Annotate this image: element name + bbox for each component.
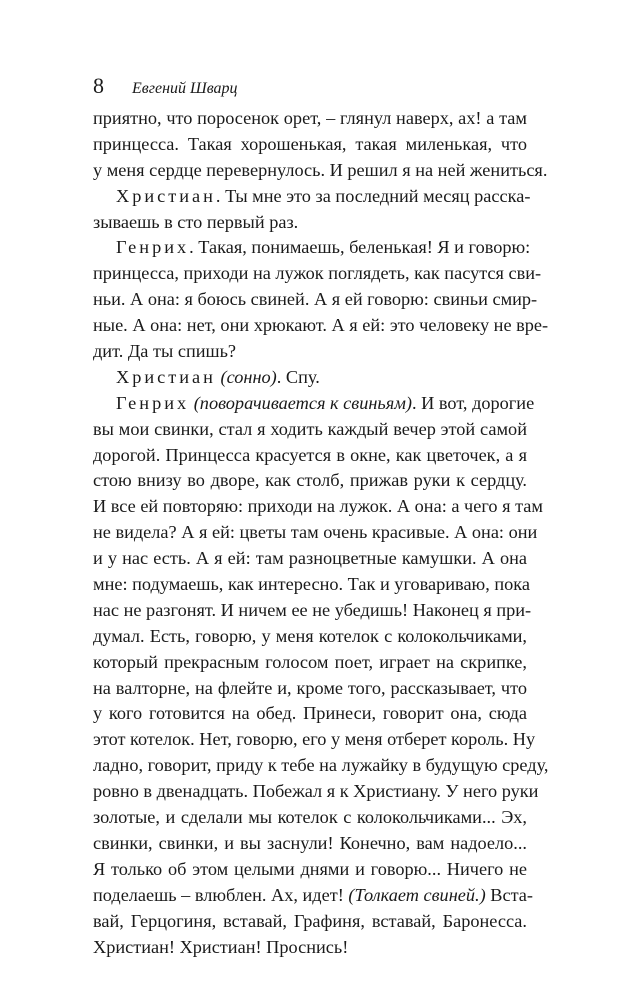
text-segment: зываешь в сто первый раз. (93, 211, 299, 232)
text-segment: стою внизу во дворе, как столб, прижав руки к сердцу. (93, 470, 527, 491)
text-segment: нас не разгонят. И ничем ее не убедишь! Наконец я при- (93, 599, 532, 620)
text-segment: дит. Да ты спишь? (93, 341, 237, 362)
text-segment: принцесса, приходи на лужок поглядеть, как пасутся сви- (93, 263, 542, 284)
stage-direction: (сонно) (220, 366, 277, 387)
text-segment: принцесса. Такая хорошенькая, такая миленькая, что (93, 133, 527, 154)
speaker-name: Генрих (116, 237, 190, 258)
text-segment: у меня сердце перевернулось. И решил я на ней жениться. (93, 159, 548, 180)
text-segment: не видела? А я ей: цветы там очень красивые. А она: они (93, 522, 538, 543)
text-line (93, 365, 527, 391)
text-line (93, 779, 539, 805)
text-segment: . Такая, понимаешь, беленькая! Я и говорю: (189, 237, 531, 258)
text-segment: вы мои свинки, стал я ходить каждый вечер этой самой (93, 418, 527, 439)
text-line (93, 805, 527, 831)
stage-direction: (поворачивается к свиньям) (193, 392, 412, 413)
text-line (93, 235, 531, 261)
text-line (93, 494, 543, 520)
text-segment: дорогой. Принцесса красуется в окне, как цветочек, а я (93, 444, 527, 465)
text-line (93, 210, 527, 236)
text-line (93, 520, 538, 546)
text-segment: И все ей повторяю: приходи на лужок. А она: а чего я там (93, 496, 543, 517)
text-segment: золотые, и сделали мы котелок с колокольчиками... Эх, (93, 807, 527, 828)
text-segment: на валторне, на флейте и, кроме того, рассказывает, что (93, 677, 527, 698)
text-line (93, 313, 549, 339)
text-line (93, 935, 527, 961)
text-line (93, 831, 527, 857)
text-line (93, 132, 527, 158)
running-title: Евгений Шварц (132, 80, 238, 97)
text-line (93, 391, 535, 417)
speaker-name: Христиан (116, 366, 216, 387)
text-line (93, 701, 527, 727)
text-segment: ньи. А она: я боюсь свиней. А я ей говорю: свиньи смир- (93, 289, 538, 310)
text-line (93, 261, 542, 287)
text-line (93, 546, 527, 572)
text-line (93, 727, 536, 753)
page-header (93, 72, 238, 100)
text-segment: свинки, свинки, и вы заснули! Конечно, вам надоело... (93, 832, 527, 853)
text-line (93, 417, 527, 443)
text-segment: поделаешь – влюблен. Ах, идет! (93, 884, 349, 905)
text-segment: у кого готовится на обед. Принеси, говорит она, сюда (93, 703, 527, 724)
text-line (93, 753, 549, 779)
text-segment: . Ты мне это за последний месяц расска- (215, 185, 531, 206)
text-segment: этот котелок. Нет, говорю, его у меня отберет король. Ну (93, 729, 536, 750)
speaker-name: Генрих (116, 392, 190, 413)
body-text (93, 106, 549, 960)
text-line (93, 624, 527, 650)
text-line (93, 572, 530, 598)
text-segment: мне: подумаешь, как интересно. Так и уговариваю, пока (93, 574, 530, 595)
text-line (93, 857, 527, 883)
text-segment: ладно, говорит, приду к тебе на лужайку в будущую среду, (93, 755, 549, 776)
text-segment: вай, Герцогиня, вставай, Графиня, вставай, Баронесса. (93, 910, 527, 931)
text-segment: и у нас есть. А я ей: там разноцветные камушки. А она (93, 548, 527, 569)
text-line (93, 598, 532, 624)
text-line (93, 468, 527, 494)
text-segment: Христиан! Христиан! Проснись! (93, 936, 349, 957)
page-number: 8 (93, 73, 104, 98)
text-line (93, 443, 527, 469)
text-segment: думал. Есть, говорю, у меня котелок с колокольчиками, (93, 625, 527, 646)
text-segment: ровно в двенадцать. Побежал я к Христиану. У него руки (93, 781, 539, 802)
text-segment: Вста- (485, 884, 533, 905)
text-line (93, 650, 527, 676)
text-segment: приятно, что поросенок орет, – глянул наверх, ах! а там (93, 108, 527, 128)
text-line (93, 339, 527, 365)
text-line (93, 909, 527, 935)
text-line (93, 106, 527, 132)
stage-direction: (Толкает свиней.) (348, 884, 486, 905)
speaker-name: Христиан (116, 185, 216, 206)
text-segment: Я только об этом целыми днями и говорю... Ничего не (93, 858, 527, 879)
text-segment: ные. А она: нет, они хрюкают. А я ей: это человеку не вре- (93, 315, 549, 336)
text-line (93, 287, 538, 313)
text-segment: . Спу. (276, 366, 320, 387)
text-segment: который прекрасным голосом поет, играет на скрипке, (93, 651, 527, 672)
text-segment: . И вот, дорогие (412, 392, 535, 413)
text-line (93, 184, 531, 210)
text-line (93, 676, 527, 702)
text-line (93, 158, 548, 184)
text-line (93, 883, 533, 909)
